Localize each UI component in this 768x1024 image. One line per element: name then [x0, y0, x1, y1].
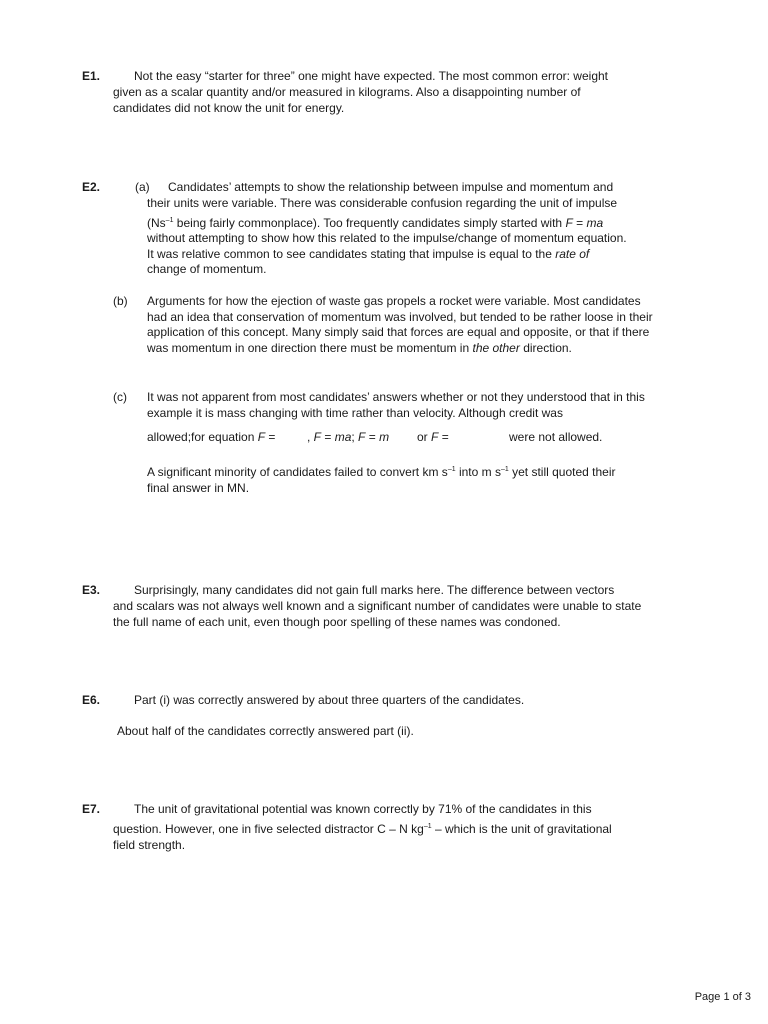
e2a-line3 [147, 216, 667, 232]
e2a-line4: without attempting to show how this related to the impulse/change of momentum equation. [147, 231, 627, 245]
eq1-f: F [257, 430, 266, 444]
e6-text1: Part (i) was correctly answered by about three quarters of the candidates. [134, 693, 525, 707]
ns-exponent: –1 [165, 216, 174, 224]
e2b-text-end: direction. [519, 340, 572, 355]
e3-text-line1: Surprisingly, many candidates did not gain full marks here. The difference between vectors [134, 583, 615, 597]
e2c-allowed [147, 430, 275, 446]
e2a-line1: Candidates’ attempts to show the relationship between impulse and momentum and [168, 180, 614, 194]
p2-exp1: –1 [447, 466, 456, 473]
e2c-equation-line [147, 430, 667, 446]
e7-line2-text: question. However, one in five selected distractor C – N kg [113, 822, 424, 836]
p2-exp2: –1 [500, 466, 509, 473]
question-label-e6: E6. [82, 693, 101, 707]
part-label-e2c: (c) [113, 390, 127, 404]
allowed-text: allowed;for equation [147, 430, 258, 444]
part-label-e2b: (b) [113, 294, 128, 308]
e2a-line5-italic: rate of [555, 246, 590, 261]
eq3-equals: = [365, 430, 380, 444]
e2c-eq2 [307, 430, 389, 446]
question-label-e2: E2. [82, 180, 101, 194]
e2a-line5 [147, 247, 667, 263]
e2b-text [147, 294, 655, 356]
eq-comma: , [307, 430, 314, 444]
eq3-m: m [379, 430, 390, 444]
question-label-e7: E7. [82, 802, 101, 816]
p2-text-c: yet still quoted their [508, 465, 616, 479]
eq2-f: F [313, 430, 322, 444]
question-label-e3: E3. [82, 583, 101, 597]
e7-body [113, 822, 653, 853]
part-label-e2a: (a) [135, 180, 150, 194]
page-number: Page 1 of 3 [694, 991, 751, 1003]
eq-ma: ma [586, 215, 604, 230]
e7-text-line1: The unit of gravitational potential was known correctly by 71% of the candidates in this [134, 802, 592, 816]
p2-text-a: A significant minority of candidates failed to convert km s [147, 465, 448, 479]
e2c-p2-line2: final answer in MN. [147, 480, 250, 495]
e7-line2-end: – which is the unit of gravitational [431, 822, 612, 836]
e2a-line2: their units were variable. There was considerable confusion regarding the unit of impulse [147, 196, 618, 210]
eq4-equals: = [438, 430, 449, 444]
eq3-f: F [358, 430, 366, 444]
e2a-line6: change of momentum. [147, 262, 267, 276]
e3-text-rest: and scalars was not always well known and a significant number of candidates were unable to state the full name of each unit, even though poor spelling of these names was condoned. [113, 599, 642, 629]
or-text: or [417, 430, 432, 444]
eq-equals: = [572, 215, 587, 230]
eq-semicolon: ; [351, 430, 359, 444]
e2a-line5-text: It was relative common to see candidates stating that impulse is equal to the [147, 246, 556, 261]
not-allowed-text: were not allowed. [509, 430, 603, 444]
eq2-ma: ma [334, 430, 352, 444]
e2b-text-italic: the other [472, 340, 520, 355]
e6-text2: About half of the candidates correctly answered part (ii). [117, 724, 414, 738]
e2b-text-main: Arguments for how the ejection of waste gas propels a rocket were variable. Most candidates had an idea that conservation of momentum was involved, but tended to be rather loose in their application of this concept. Many simply said that forces are equal and opposite, or that if there was momentum in one direction there must be momentum in [147, 294, 653, 355]
eq1-equals: = [265, 430, 276, 444]
e2c-p2-line1 [147, 465, 667, 481]
e7-exp: –1 [423, 823, 432, 830]
eq4-f: F [431, 430, 439, 444]
e1-text-line1: Not the easy “starter for three” one might have expected. The most common error: weight [134, 69, 608, 83]
e1-text-rest: given as a scalar quantity and/or measured in kilograms. Also a disappointing number of candidates did not know the unit for energy. [113, 85, 581, 115]
e7-line3: field strength. [113, 837, 186, 852]
e2a-body [147, 196, 667, 278]
p2-text-b: into m s [455, 465, 501, 479]
e2c-paragraph2 [147, 465, 667, 496]
e7-line2 [113, 822, 653, 838]
e2c-text: It was not apparent from most candidates’ answers whether or not they understood that in this example it is mass changing with time rather than velocity. Although credit was [147, 390, 645, 420]
question-label-e1: E1. [82, 69, 101, 83]
e2a-line3-text: being fairly commonplace). Too frequently candidates simply started with [173, 215, 566, 230]
eq2-equals: = [321, 430, 335, 444]
ns-unit: (Ns [147, 215, 166, 230]
e2c-eq4 [417, 430, 449, 446]
eq-f: F [565, 215, 573, 230]
